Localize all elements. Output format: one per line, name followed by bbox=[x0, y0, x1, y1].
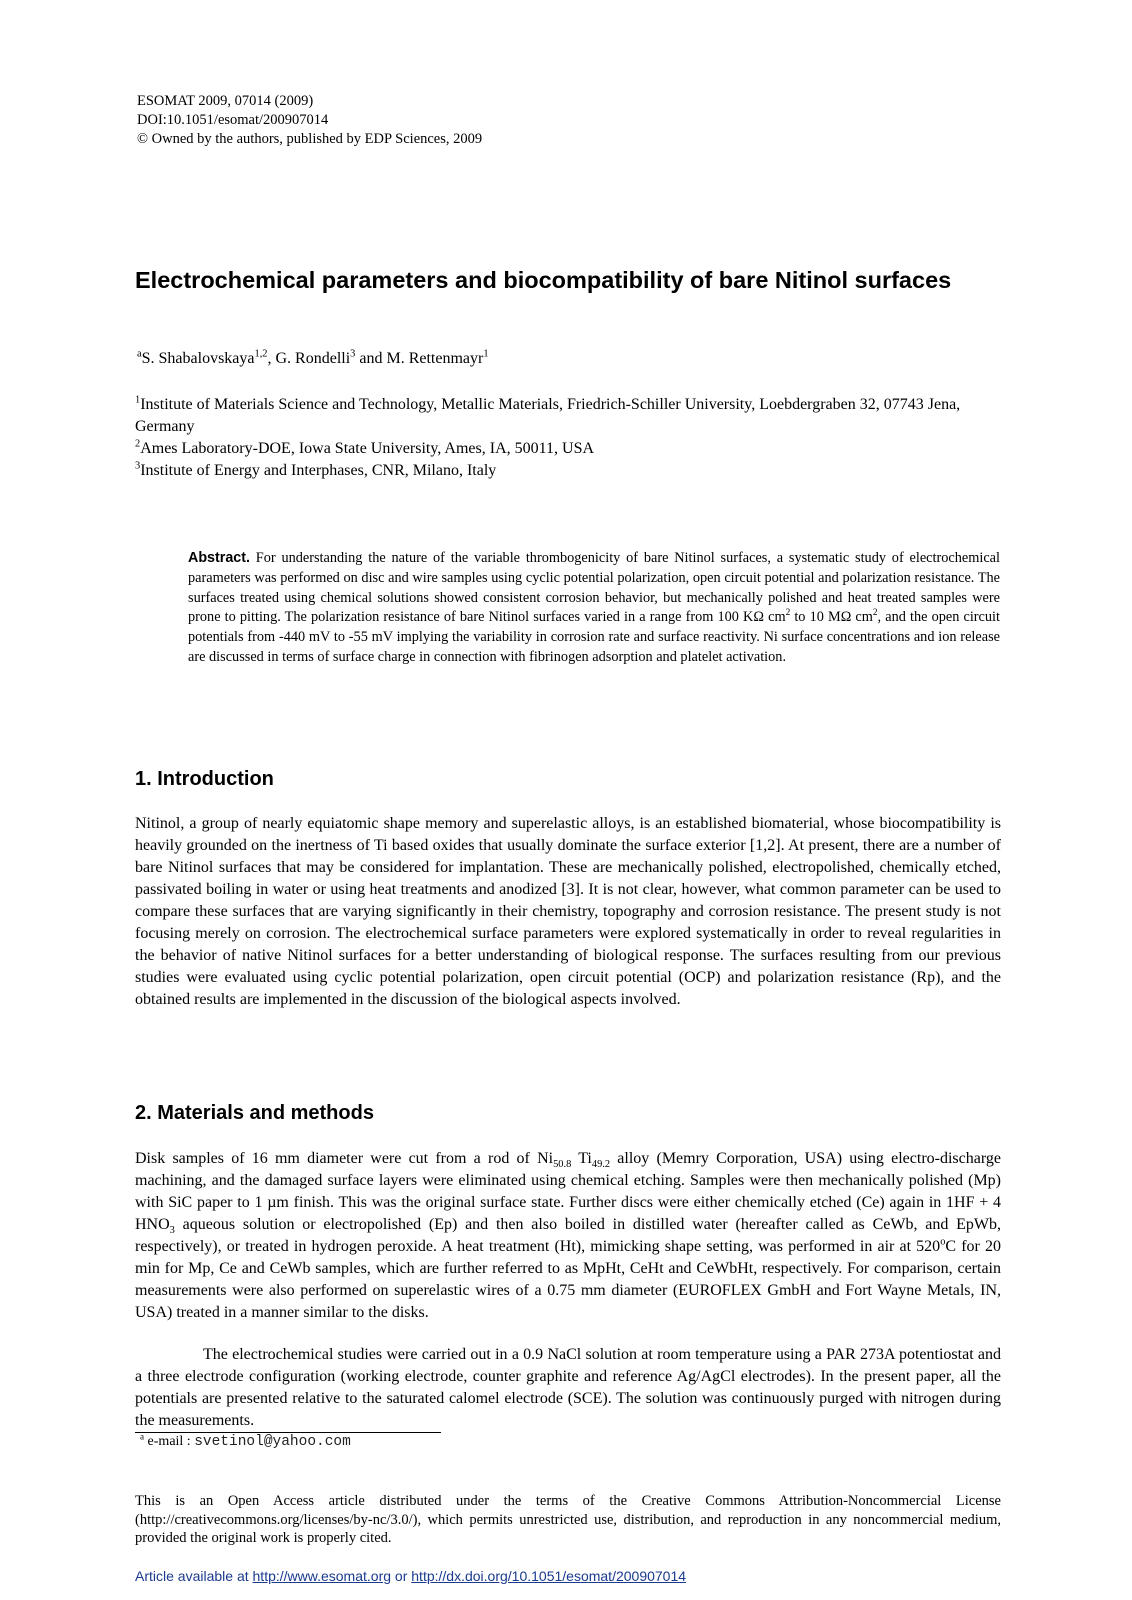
author-1: S. Shabalovskaya bbox=[141, 350, 255, 367]
email-address: svetinol@yahoo.com bbox=[194, 1434, 351, 1450]
license-text: ), which permits unrestricted use, distribution, and reproduction in any noncommercial medium, provided the original work is properly cited. bbox=[135, 1511, 1001, 1546]
section-heading-materials-methods: 2. Materials and methods bbox=[135, 1102, 374, 1124]
author-2: , G. Rondelli bbox=[267, 350, 351, 367]
doi-line: DOI:10.1051/esomat/200907014 bbox=[137, 112, 329, 128]
footnote bbox=[140, 1431, 351, 1450]
author-2-affil: 3 bbox=[350, 348, 356, 360]
text-run: aqueous solution or electropolished (Ep) and then also boiled in distilled water (hereafter called as CeWb, and EpWb, respectively), or treated in hydrogen peroxide. A heat treatment (Ht), mimicking shape setting, was performed in air at 520 bbox=[135, 1216, 1001, 1255]
subscript: 50.8 bbox=[553, 1159, 572, 1171]
affiliation-number: 2 bbox=[135, 438, 141, 450]
affiliation-2 bbox=[135, 438, 1001, 460]
subscript: 49.2 bbox=[591, 1159, 611, 1171]
affiliation-text: Ames Laboratory-DOE, Iowa State University, Ames, IA, 50011, USA bbox=[140, 440, 595, 457]
methods-paragraph-1 bbox=[135, 1148, 1001, 1324]
text-run: Ti bbox=[571, 1150, 592, 1167]
doi-link[interactable]: http://dx.doi.org/10.1051/esomat/200907014 bbox=[411, 1568, 687, 1584]
affiliation-1 bbox=[135, 394, 1001, 438]
author-3: and M. Rettenmayr bbox=[355, 350, 484, 367]
article-footer bbox=[135, 1568, 686, 1584]
footnote-label: e-mail : bbox=[144, 1434, 195, 1449]
journal-line: ESOMAT 2009, 07014 (2009) bbox=[137, 93, 314, 109]
text-run: C for 20 min for Mp, Ce and CeWb samples, which are further referred to as MpHt, CeHt and CeWbHt, respectively. For comparison, certain measurements were also performed on superelastic wires of a 0.75 mm diameter (EUROFLEX GmbH and Fort Wayne Metals, IN, USA) treated in a manner similar to the disks. bbox=[135, 1238, 1002, 1321]
abstract-text: , and the open circuit potentials from -440 mV to -55 mV implying the variability in corrosion rate and surface reactivity. Ni surface concentrations and ion release are discussed in terms of surface charge in connection with fibrinogen adsorption and platelet activation. bbox=[188, 609, 1000, 665]
affiliation-number: 1 bbox=[135, 394, 141, 406]
affiliation-text: Institute of Energy and Interphases, CNR, Milano, Italy bbox=[140, 462, 497, 479]
esomat-link[interactable]: http://www.esomat.org bbox=[252, 1568, 392, 1584]
superscript: o bbox=[940, 1236, 946, 1248]
author-1-affil: 1,2 bbox=[254, 348, 268, 360]
author-3-affil: 1 bbox=[483, 348, 489, 360]
superscript: 2 bbox=[785, 608, 791, 619]
text-run: Disk samples of 16 mm diameter were cut from a rod of Ni bbox=[135, 1150, 554, 1167]
publication-header bbox=[137, 92, 482, 149]
text-run: alloy (Memry Corporation, USA) using electro-discharge machining, and the damaged surface layers were eliminated using chemical etching. Samples were then mechanically polished (Mp) with SiC paper to 1 µm finish. This was the original surface state. Further discs were either chemically etched (Ce) again in 1HF + 4 HNO bbox=[135, 1150, 1001, 1233]
footer-text: or bbox=[391, 1568, 412, 1584]
author-mark: a bbox=[137, 348, 142, 360]
abstract-label: Abstract. bbox=[188, 550, 250, 566]
section-heading-introduction: 1. Introduction bbox=[135, 768, 274, 790]
affiliations bbox=[135, 394, 1001, 482]
author-list bbox=[137, 350, 489, 368]
paper-title: Electrochemical parameters and biocompatibility of bare Nitinol surfaces bbox=[135, 267, 952, 293]
methods-paragraph-2: The electrochemical studies were carried out in a 0.9 NaCl solution at room temperature using a PAR 273A potentiostat and a three electrode configuration (working electrode, counter graphite and reference Ag/AgCl electrodes). In the present paper, all the potentials are presented relative to the saturated calomel electrode (SCE). The solution was continuously purged with nitrogen during the measurements. bbox=[135, 1346, 1001, 1429]
affiliation-number: 3 bbox=[135, 460, 141, 472]
abstract bbox=[188, 549, 1000, 668]
license-link[interactable]: http://creativecommons.org/licenses/by-nc/3.0/ bbox=[139, 1511, 413, 1528]
license-notice bbox=[135, 1492, 1001, 1548]
abstract-text: to 10 MΩ cm bbox=[790, 609, 873, 626]
abstract-text: For understanding the nature of the variable thrombogenicity of bare Nitinol surfaces, a systematic study of electrochemical parameters was performed on disc and wire samples using cyclic potential polarization, open circuit potential and polarization resistance. The surfaces treated using chemical solutions showed consistent corrosion behavior, but mechanically polished and heat treated samples were prone to pitting. The polarization resistance of bare Nitinol surfaces varied in a range from 100 KΩ cm bbox=[188, 550, 1000, 626]
footer-text: Article available at bbox=[135, 1568, 253, 1584]
footnote-divider bbox=[135, 1432, 441, 1433]
introduction-paragraph: Nitinol, a group of nearly equiatomic shape memory and superelastic alloys, is an established biomaterial, whose biocompatibility is heavily grounded on the inertness of Ti based oxides that usually dominate the surface exterior [1,2]. At present, there are a number of bare Nitinol surfaces that may be considered for implantation. These are mechanically polished, electropolished, chemically etched, passivated boiling in water or using heat treatments and anodized [3]. It is not clear, however, what common parameter can be used to compare these surfaces that are varying significantly in their chemistry, topography and corrosion resistance. The present study is not focusing merely on corrosion. The electrochemical surface parameters were explored systematically in order to reveal regularities in the behavior of native Nitinol surfaces for a better understanding of biological response. The surfaces resulting from our previous studies were evaluated using cyclic potential polarization, open circuit potential (OCP) and polarization resistance (Rp), and the obtained results are implemented in the discussion of the biological aspects involved. bbox=[135, 815, 1001, 1008]
subscript: 3 bbox=[169, 1225, 175, 1237]
affiliation-text: Institute of Materials Science and Technology, Metallic Materials, Friedrich-Schiller University, Loebdergraben 32, 07743 Jena, Germany bbox=[135, 396, 961, 435]
affiliation-3 bbox=[135, 460, 1001, 482]
copyright-line: © Owned by the authors, published by EDP Sciences, 2009 bbox=[137, 131, 483, 147]
superscript: 2 bbox=[872, 608, 878, 619]
footnote-mark: a bbox=[140, 1431, 145, 1442]
license-text: This is an Open Access article distributed under the terms of the Creative Commons Attribution-Noncommercial License ( bbox=[135, 1493, 1001, 1528]
